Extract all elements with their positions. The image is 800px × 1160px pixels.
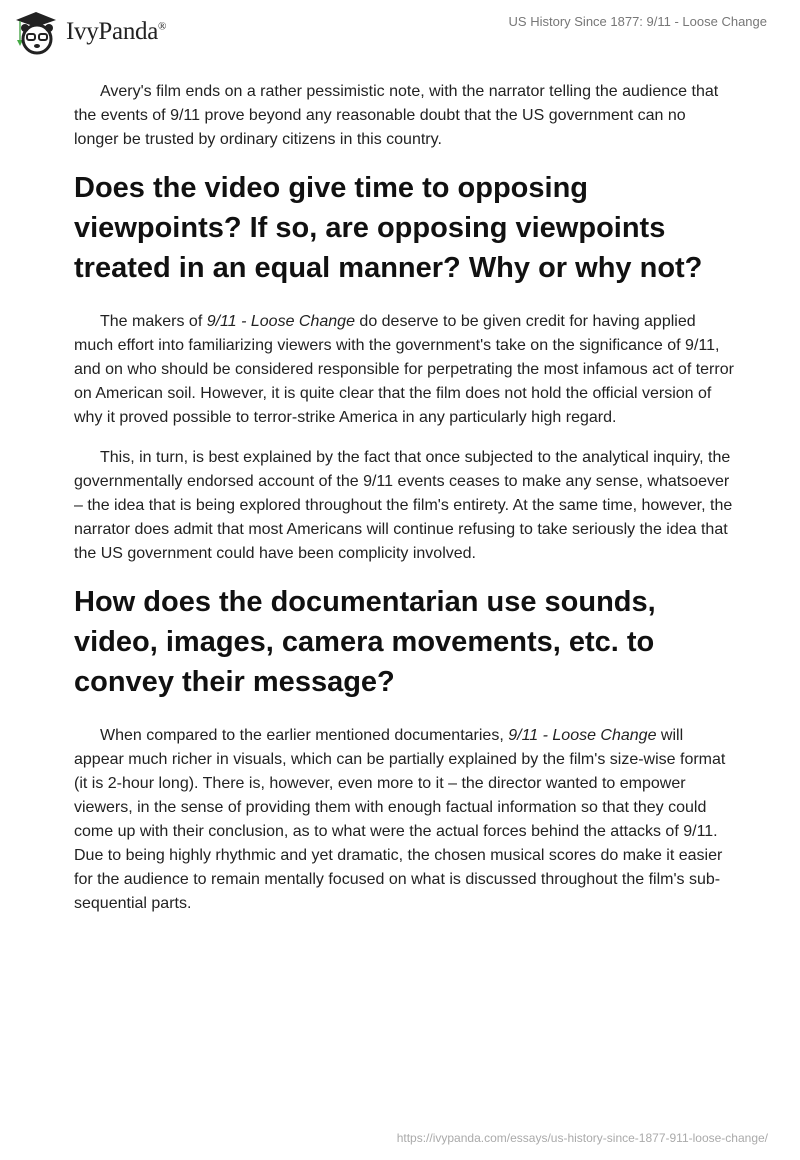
article-body — [74, 80, 734, 932]
paragraph: Avery's film ends on a rather pessimistic note, with the narrator telling the audience that the events of 9/11 prove beyond any reasonable doubt that the US government can no longer be trusted by ordinary citizens in this country. — [74, 83, 719, 148]
header — [0, 0, 800, 60]
paragraph: This, in turn, is best explained by the fact that once subjected to the analytical inquiry, the governmentally endorsed account of the 9/11 events ceases to make any sense, whatsoever – the idea that is being explored throughout the film's entirety. At the same time, however, the narrator does admit that most Americans will continue refusing to take seriously the idea that the US government could have been complicity involved. — [74, 449, 733, 562]
paragraph: The makers of 9/11 - Loose Change do deserve to be given credit for having applied much effort into familiarizing viewers with the government's take on the significance of 9/11, and on who should be considered responsible for perpetrating the most infamous act of terror on American soil. However, it is quite clear that the film does not hold the official version of why it proved possible to terror-strike America in any particularly high regard. — [74, 313, 734, 426]
panda-logo-icon — [12, 8, 60, 56]
section-heading: How does the documentarian use sounds, video, images, camera movements, etc. to convey their message? — [74, 586, 656, 698]
source-url[interactable]: https://ivypanda.com/essays/us-history-since-1877-911-loose-change/ — [396, 1131, 768, 1145]
document-title: US History Since 1877: 9/11 - Loose Change — [508, 14, 767, 29]
section-heading: Does the video give time to opposing viewpoints? If so, are opposing viewpoints treated in an equal manner? Why or why not? — [74, 172, 703, 284]
logo-text: IvyPanda® — [66, 18, 167, 45]
logo[interactable] — [12, 8, 166, 56]
paragraph: When compared to the earlier mentioned documentaries, 9/11 - Loose Change will appear much richer in visuals, which can be partially explained by the film's size-wise format (it is 2-hour long). There is, however, even more to it – the director wanted to empower viewers, in the sense of providing them with enough factual information so that they could come up with their conclusion, as to what were the actual forces behind the attacks of 9/11. Due to being highly rhythmic and yet dramatic, the chosen musical scores do make it easier for the audience to remain mentally focused on what is discussed throughout the film's sub-sequential parts. — [74, 727, 726, 912]
